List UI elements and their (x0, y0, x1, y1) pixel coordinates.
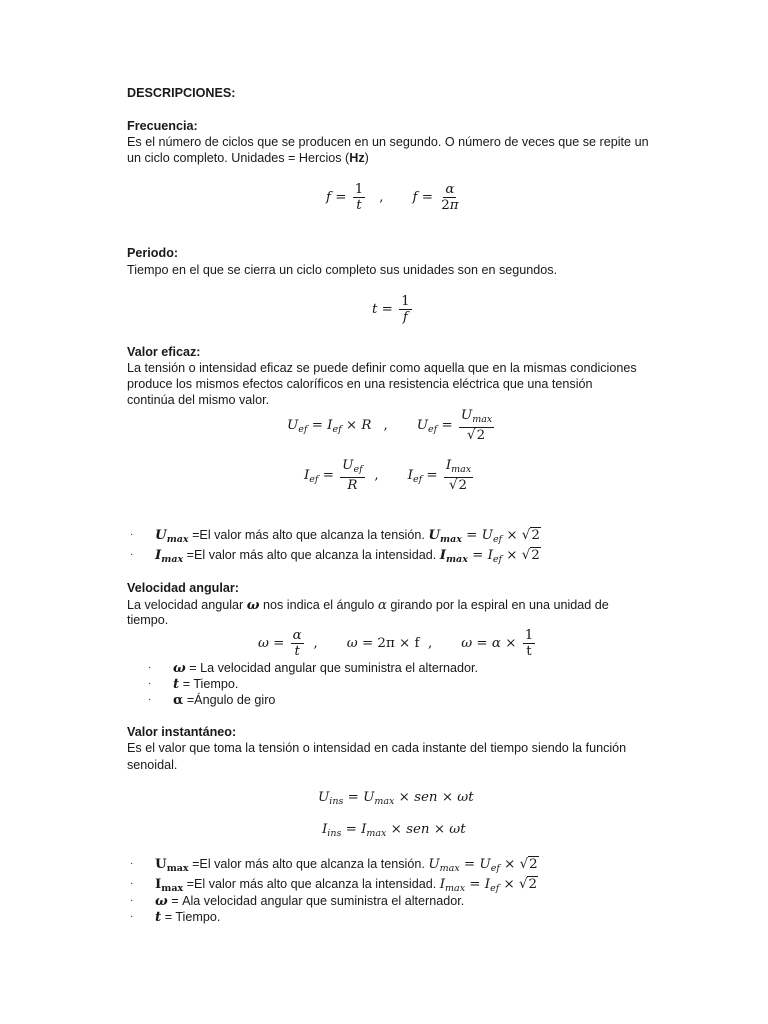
eficaz-text-line-3: continúa del mismo valor. (127, 393, 270, 407)
bullet-dot: · (148, 694, 152, 705)
heading-velocidad-angular: Velocidad angular: (127, 581, 239, 595)
bullet-inst-imax: $I_{max} =El$ valor más alto que alcanza la intensidad. $I_{max} = I_{ef} \times √2$ (155, 876, 538, 894)
eficaz-text-line-1: La tensión o intensidad eficaz se puede definir como aquella que en la mismas condiciones (127, 361, 637, 375)
heading-valor-instantaneo: Valor instantáneo: (127, 725, 237, 739)
formula-u-instantanea: $U_{ins} = U_{max}$ × sen × ωt (318, 790, 474, 807)
velocidad-text-line-2: tiempo. (127, 613, 169, 627)
formula-frecuencia: f = $\frac{1}{t}$ , f = $\frac{\alpha}{2\pi}$ (326, 182, 459, 213)
bullet-dot: · (130, 878, 134, 889)
eficaz-text-line-2: produce los mismos efectos caloríficos en una resistencia eléctrica que una tensión (127, 377, 593, 391)
heading-periodo: Periodo: (127, 246, 179, 260)
bullet-inst-umax: $U_{max} =El$ valor más alto que alcanza la tensión. $U_{max} = U_{ef} \times √2$ (155, 856, 538, 874)
bullet-dot: · (148, 678, 152, 689)
bullet-dot: · (130, 858, 134, 869)
instantaneo-text-line-1: Es el valor que toma la tensión o intensidad en cada instante del tiempo siendo la función (127, 741, 627, 755)
formula-i-eficaz: $I_{ef}$ = $\frac{U_{ef}}{R}$ , $I_{ef}$ = $\frac{I_{max}}{√2}$ (304, 458, 472, 493)
heading-frecuencia: Frecuencia: (127, 119, 198, 133)
velocidad-text-line-1: La velocidad angular ω nos indica el ángulo α girando por la espiral en una unidad de (127, 597, 609, 613)
formula-velocidad: ω = $\frac{\alpha}{t}$ , ω = 2π × f , ω = α × $\frac{1}{t}$ (258, 628, 534, 659)
formula-i-instantanea: $I_{ins} = I_{max}$ × sen × ωt (322, 822, 466, 839)
bullet-dot: · (130, 895, 134, 906)
bullet-alpha: α =Ángulo de giro (173, 692, 276, 708)
bullet-dot: · (148, 662, 152, 673)
bullet-inst-t: t = Tiempo. (155, 909, 221, 925)
instantaneo-text-line-2: senoidal. (127, 758, 178, 772)
bullet-dot: · (130, 529, 134, 540)
periodo-text: Tiempo en el que se cierra un ciclo completo sus unidades son en segundos. (127, 263, 558, 277)
bullet-imax-intensidad: $I_{max} =El$ valor más alto que alcanza la intensidad. $I_{max} = I_{ef} \times √2$ (155, 547, 540, 565)
heading-valor-eficaz: Valor eficaz: (127, 345, 201, 359)
bullet-omega: ω = La velocidad angular que suministra el alternador. (173, 660, 479, 676)
bullet-inst-omega: ω = Ala velocidad angular que suministra el alternador. (155, 893, 465, 909)
heading-descripciones: DESCRIPCIONES: (127, 86, 236, 100)
frecuencia-text-line-1: Es el número de ciclos que se producen en un segundo. O número de veces que se repite un (127, 135, 649, 149)
bullet-umax-tension: $U_{max} =El$ valor más alto que alcanza la tensión. $U_{max} = U_{ef} \times √2$ (155, 527, 540, 545)
formula-periodo: t = $\frac{1}{f}$ (372, 294, 410, 325)
formula-u-eficaz: $U_{ef} = I_{ef} \times R$ , $U_{ef}$ = $\frac{U_{max}}{√2}$ (287, 408, 493, 443)
frecuencia-text-line-2: un ciclo completo. Unidades = Hercios (Hz) (127, 151, 369, 165)
bullet-dot: · (130, 911, 134, 922)
bullet-t: t = Tiempo. (173, 676, 239, 692)
bullet-dot: · (130, 549, 134, 560)
